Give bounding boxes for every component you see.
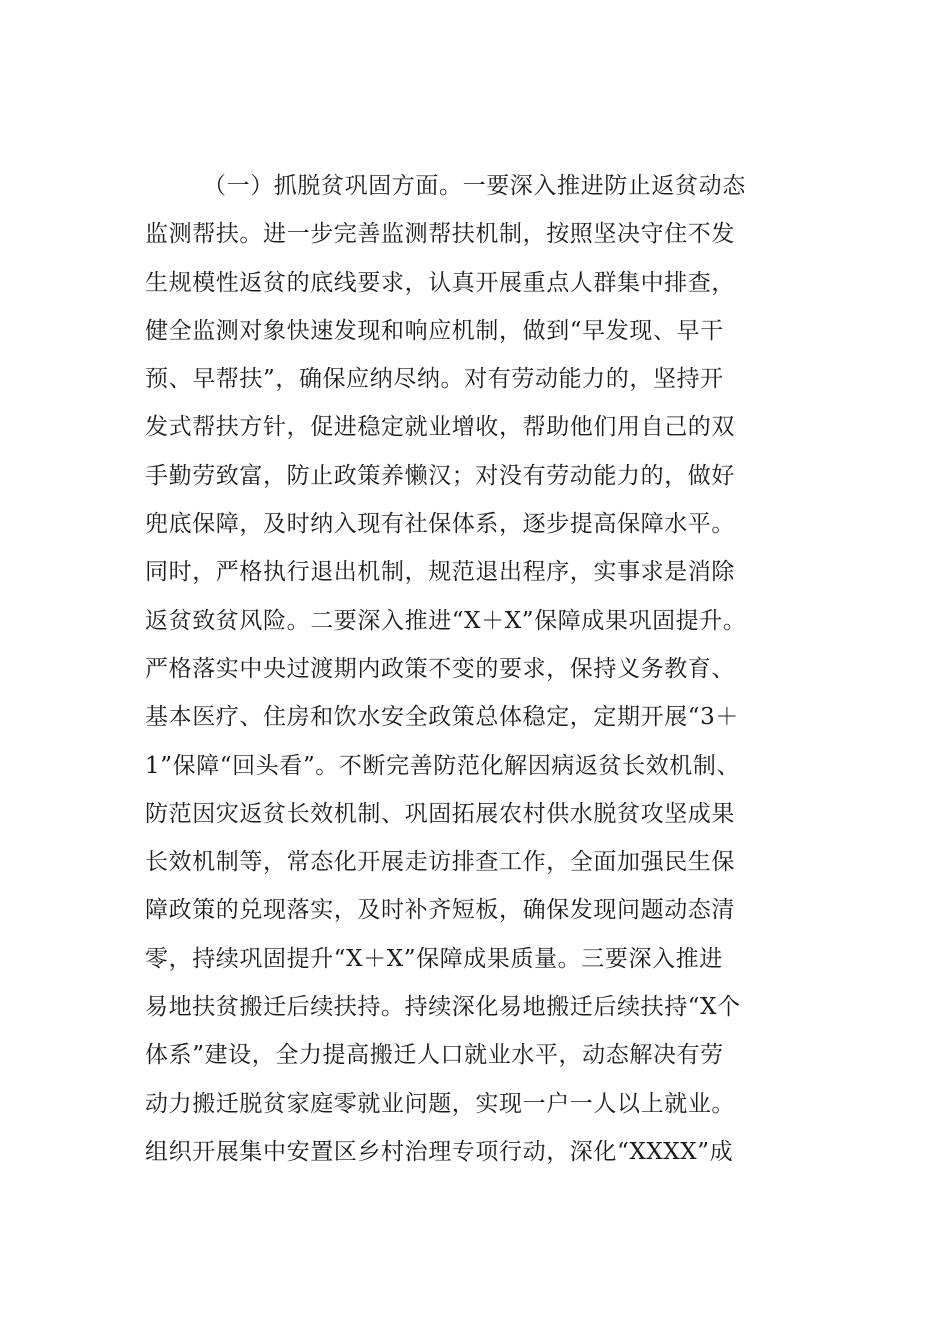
text-line: 监测帮扶。进一步完善监测帮扶机制，按照坚决守住不发 <box>145 221 735 248</box>
text-line: 同时，严格执行退出机制，规范退出程序，实事求是消除 <box>145 559 735 586</box>
text-line: 长效机制等，常态化开展走访排查工作，全面加强民生保 <box>145 849 735 876</box>
text-line: 障政策的兑现落实，及时补齐短板，确保发现问题动态清 <box>145 897 735 924</box>
text-line: 零，持续巩固提升“X＋X”保障成果质量。三要深入推进 <box>145 945 723 972</box>
text-line: 1”保障“回头看”。不断完善防范化解因病返贫长效机制、 <box>145 752 741 779</box>
text-line: 生规模性返贫的底线要求，认真开展重点人群集中排查， <box>145 269 735 296</box>
text-line: 易地扶贫搬迁后续扶持。持续深化易地搬迁后续扶持“X个 <box>145 994 741 1021</box>
text-line: 组织开展集中安置区乡村治理专项行动，深化“XXXX”成 <box>145 1138 734 1165</box>
text-line: 健全监测对象快速发现和响应机制，做到“早发现、早干 <box>145 317 724 344</box>
body-paragraph <box>145 168 825 1182</box>
text-line: 体系”建设，全力提高搬迁人口就业水平，动态解决有劳 <box>145 1042 724 1069</box>
text-line: 兜底保障，及时纳入现有社保体系，逐步提高保障水平。 <box>145 511 735 538</box>
text-line: 手勤劳致富，防止政策养懒汉；对没有劳动能力的，做好 <box>145 462 735 489</box>
text-line: 防范因灾返贫长效机制、巩固拓展农村供水脱贫攻坚成果 <box>145 800 735 827</box>
text-line: 返贫致贫风险。二要深入推进“X＋X”保障成果巩固提升。 <box>145 607 747 634</box>
text-line: 基本医疗、住房和饮水安全政策总体稳定，定期开展“3＋ <box>145 704 739 731</box>
text-line: 预、早帮扶”，确保应纳尽纳。对有劳动能力的，坚持开 <box>145 366 724 393</box>
text-line: 动力搬迁脱贫家庭零就业问题，实现一户一人以上就业。 <box>145 1090 735 1117</box>
text-line: 发式帮扶方针，促进稳定就业增收，帮助他们用自己的双 <box>145 414 735 441</box>
text-line: 严格落实中央过渡期内政策不变的要求，保持义务教育、 <box>145 655 735 682</box>
text-line: （一）抓脱贫巩固方面。一要深入推进防止返贫动态 <box>203 173 746 199</box>
